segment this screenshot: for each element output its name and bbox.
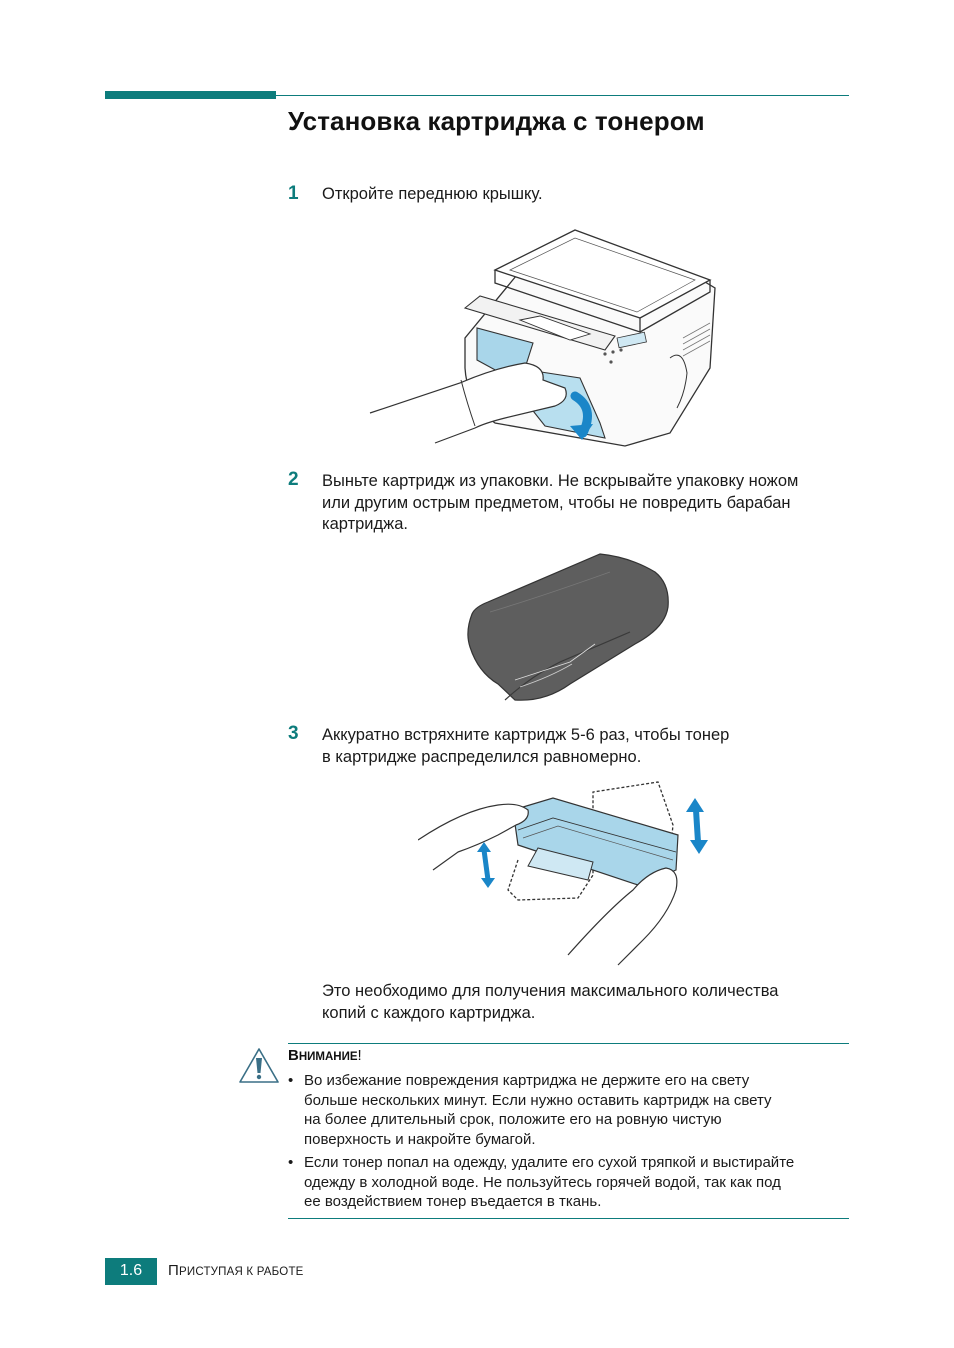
cartridge-in-bag-illustration	[460, 552, 672, 706]
warning-exclamation-icon	[237, 1046, 281, 1086]
printer-open-front-cover-illustration	[365, 228, 720, 450]
followup-line: Это необходимо для получения максимального количества	[322, 982, 779, 1000]
step-1-text	[322, 184, 852, 206]
footer-section-title: ПРИСТУПАЯ К РАБОТЕ	[168, 1262, 304, 1279]
warning-title: ВНИМАНИЕ!	[288, 1047, 362, 1064]
warning-item-line: Если тонер попал на одежду, удалите его сухой тряпкой и выстирайте	[304, 1154, 795, 1171]
step-2-text	[322, 471, 852, 536]
page-number: 1.6	[105, 1258, 157, 1285]
step-2-line: или другим острым предметом, чтобы не повредить барабан	[322, 493, 791, 512]
followup-line: копий с каждого картриджа.	[322, 1003, 536, 1022]
warning-item: • Если тонер попал на одежду, удалите его сухой тряпкой и выстирайте одежду в холодной воде. Не пользуйтесь горячей водой, так как под ее воздействием тонер въедается в ткань.	[288, 1153, 853, 1212]
hands-shaking-cartridge-illustration	[418, 780, 720, 970]
warning-top-rule	[288, 1043, 849, 1044]
step-1-number: 1	[288, 183, 299, 204]
warning-item-line: одежду в холодной воде. Не пользуйтесь горячей водой, так как под	[304, 1173, 781, 1191]
step-3-line: Аккуратно встряхните картридж 5-6 раз, чтобы тонер	[322, 726, 730, 744]
step-3-number: 3	[288, 723, 299, 744]
step-2-line: картриджа.	[322, 515, 408, 533]
warning-item-line: поверхность и накройте бумагой.	[304, 1130, 536, 1148]
page-title: Установка картриджа с тонером	[288, 106, 705, 136]
warning-item: • Во избежание повреждения картриджа не держите его на свету больше нескольких минут. Если нужно оставить картридж на свету на более длительный срок, положите его на ровную чистую поверхность и накройте бумагой.	[288, 1071, 853, 1149]
step-3-followup-text	[322, 981, 852, 1024]
step-2-line: Выньте картридж из упаковки. Не вскрывайте упаковку ножом	[322, 472, 799, 490]
warning-item-line: больше нескольких минут. Если нужно оставить картридж на свету	[304, 1091, 772, 1109]
warning-item-line: Во избежание повреждения картриджа не держите его на свету	[304, 1072, 750, 1089]
step-2-number: 2	[288, 469, 299, 490]
warning-item-line: ее воздействием тонер въедается в ткань.	[304, 1193, 602, 1210]
header-rule	[276, 95, 849, 96]
warning-item-line: на более длительный срок, положите его на ровную чистую	[304, 1111, 722, 1128]
step-3-text	[322, 725, 852, 768]
warning-bottom-rule	[288, 1218, 849, 1219]
header-accent-bar	[105, 91, 276, 99]
step-1-line: Откройте переднюю крышку.	[322, 185, 543, 203]
step-3-line: в картридже распределился равномерно.	[322, 747, 642, 766]
